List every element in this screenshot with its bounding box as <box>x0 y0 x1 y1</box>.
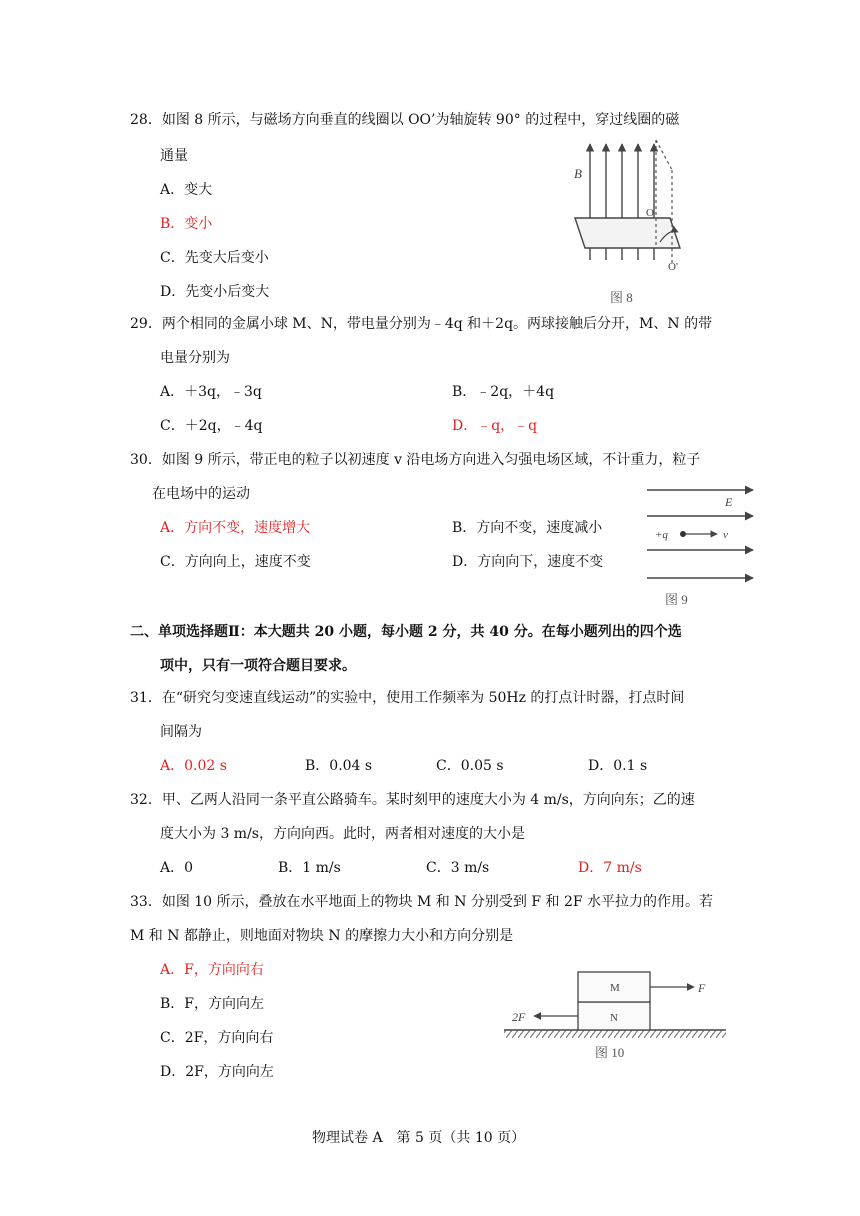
fig8-label-o-prime: O' <box>668 261 678 273</box>
q29-option-c: C．＋2q，﹣4q <box>160 418 263 434</box>
q33-stem-line1: 33．如图 10 所示，叠放在水平地面上的物块 M 和 N 分别受到 F 和 2F 水平拉力的作用。若 <box>130 894 714 910</box>
q31-option-b: B．0.04 s <box>305 758 373 774</box>
fig10-label-n: N <box>610 1012 618 1024</box>
section-2-header-line2: 项中，只有一项符合题目要求。 <box>160 658 356 674</box>
fig10-label-f: F <box>698 981 706 995</box>
fig9-label-e: E <box>725 495 733 509</box>
q28-option-b-answer: B．变小 <box>160 216 213 232</box>
q31-option-c: C．0.05 s <box>436 758 504 774</box>
q33-option-d: D．2F，方向向左 <box>160 1064 274 1080</box>
q29-option-d-answer: D．﹣q，﹣q <box>452 418 538 434</box>
q33-stem-line2: M 和 N 都静止，则地面对物块 N 的摩擦力大小和方向分别是 <box>130 928 514 944</box>
figure-9-electric-field <box>645 478 760 610</box>
q33-option-a-answer: A．F，方向向右 <box>160 962 264 978</box>
fig8-label-b: B <box>574 166 582 181</box>
fig10-label-m: M <box>610 982 620 994</box>
q28-option-c: C．先变大后变小 <box>160 250 269 266</box>
q30-stem-line2: 在电场中的运动 <box>152 486 250 502</box>
fig8-caption: 图 8 <box>610 290 633 305</box>
figure-8-coil-in-magnetic-field <box>560 130 700 310</box>
section-2-header-line1: 二、单项选择题Ⅱ：本大题共 20 小题，每小题 2 分，共 40 分。在每小题列出的四个选 <box>130 624 682 640</box>
fig9-label-velocity: v <box>723 529 728 541</box>
q31-stem-line2: 间隔为 <box>160 724 202 740</box>
q28-stem-line2: 通量 <box>160 148 188 164</box>
q31-option-a-answer: A．0.02 s <box>160 758 227 774</box>
q33-option-b: B．F，方向向左 <box>160 996 265 1012</box>
q30-stem-line1: 30．如图 9 所示，带正电的粒子以初速度 v 沿电场方向进入匀强电场区域，不计重力，粒子 <box>130 452 701 468</box>
q29-option-a: A．＋3q，﹣3q <box>160 384 262 400</box>
q30-option-a-answer: A．方向不变，速度增大 <box>160 520 311 536</box>
q30-option-c: C．方向向上，速度不变 <box>160 554 311 570</box>
q29-stem-line2: 电量分别为 <box>160 350 230 366</box>
fig9-caption: 图 9 <box>665 592 688 607</box>
figure-10-stacked-blocks <box>500 958 730 1068</box>
q29-option-b: B．﹣2q，＋4q <box>452 384 555 400</box>
q32-option-a: A．0 <box>160 860 194 876</box>
q33-option-c: C．2F，方向向右 <box>160 1030 274 1046</box>
q32-option-b: B．1 m/s <box>278 860 341 876</box>
fig10-caption: 图 10 <box>595 1045 625 1060</box>
fig10-label-2f: 2F <box>512 1010 526 1024</box>
q30-option-b: B．方向不变，速度减小 <box>452 520 603 536</box>
q29-stem-line1: 29．两个相同的金属小球 M、N，带电量分别为﹣4q 和＋2q。两球接触后分开，M、N 的带 <box>130 316 713 332</box>
page-footer: 物理试卷 A 第 5 页（共 10 页） <box>312 1130 526 1146</box>
q32-option-c: C．3 m/s <box>426 860 490 876</box>
q32-stem-line1: 32．甲、乙两人沿同一条平直公路骑车。某时刻甲的速度大小为 4 m/s，方向向东；乙的速 <box>130 792 695 808</box>
q28-stem-line1: 28．如图 8 所示，与磁场方向垂直的线圈以 OO’为轴旋转 90° 的过程中，穿过线圈的磁 <box>130 112 680 128</box>
q31-option-d: D．0.1 s <box>588 758 648 774</box>
fig9-label-charge: +q <box>655 529 668 541</box>
q32-option-d-answer: D．7 m/s <box>578 860 642 876</box>
q32-stem-line2: 度大小为 3 m/s，方向向西。此时，两者相对速度的大小是 <box>160 826 525 842</box>
fig8-label-o: O <box>646 207 654 219</box>
q30-option-d: D．方向向下，速度不变 <box>452 554 604 570</box>
q28-option-a: A．变大 <box>160 182 213 198</box>
q31-stem-line1: 31．在“研究匀变速直线运动”的实验中，使用工作频率为 50Hz 的打点计时器，打点时间 <box>130 690 685 706</box>
q28-option-d: D．先变小后变大 <box>160 284 270 300</box>
